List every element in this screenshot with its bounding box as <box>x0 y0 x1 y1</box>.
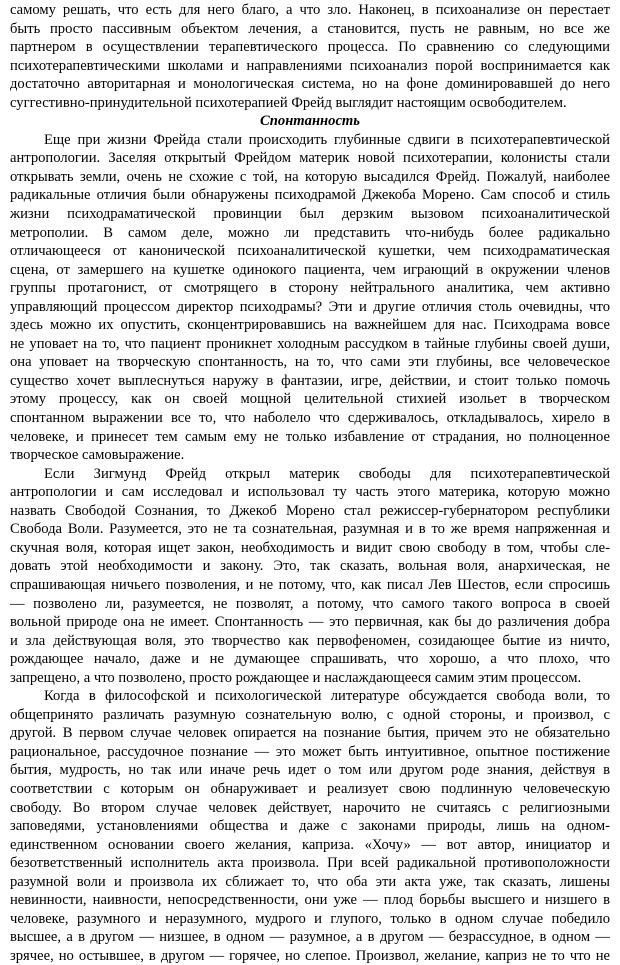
text-line: группы протагонист, от смотрящего в сторону нейтрального аналитика, чем активно <box>10 280 610 297</box>
text-line: рождающее начало, даже и не думающее спрашивать, что хорошо, а что плохо, что <box>10 651 610 668</box>
paragraph-spontaneity <box>10 131 610 465</box>
text-line: скучная воля, которая ищет закон, необходимость и видит свою свободу в том, чтобы сле- <box>10 539 610 556</box>
text-line: невинности, наивности, непосредственности, они уже — плод борьбы высшего и низшего в <box>10 892 610 909</box>
text-line: и зла действующая воля, это творчество как первофеномен, созидающее бытие из ничто, <box>10 632 610 649</box>
text-line: человеке, разумного и неразумного, мудрого и глупого, только в одном случае победило <box>10 910 610 927</box>
text-line: этому процессу, как он своей мощной целительной стихией изольет в творческом <box>10 391 610 408</box>
text-line: сцена, от замершего на кушетке одинокого пациента, чем играющий в окружении членов <box>10 261 610 278</box>
text-line: высшее, а в другом — низшее, в одном — разумное, а в другом — безрассудное, в одном — <box>10 929 610 946</box>
text-line: Если Зигмунд Фрейд открыл материк свободы для психотерапевтической <box>44 465 610 482</box>
text-line: безответственный исполнитель акта произвола. При всей радикальной противоположности <box>10 855 610 872</box>
text-line: человеке, и принесет тем самым ему не только избавление от страдания, но полноценное <box>10 428 610 445</box>
text-line: Когда в философской и психологической литературе обсуждается свобода воли, то <box>44 688 610 705</box>
text-line: быть просто пассивным объектом лечения, а становится, пусть не равным, но все же <box>10 20 610 37</box>
text-line: радикальные отличия были обнаружены психодрамой Джекоба Морено. Сам способ и стиль <box>10 187 610 204</box>
text-line: зрячее, но остывшее, в другом — горячее, но слепое. Произвол, желание, каприз не то что не <box>10 947 610 964</box>
paragraph-free-will <box>10 687 610 965</box>
text-line: общепринято различать разумную сознательную волю, с одной стороны, и произвол, с <box>10 706 610 723</box>
text-line: суггестивно-принудительной психотерапией Фрейд выглядит настоящим освободителем. <box>10 94 567 111</box>
text-line: Еще при жизни Фрейда стали происходить глубинные сдвиги в психотерапевтической <box>44 131 610 148</box>
text-line: творческое самовыражение. <box>10 447 185 464</box>
text-line: самому решать, что есть для него благо, а что зло. Наконец, в психоанализе он перестает <box>10 2 610 18</box>
text-line: свободу. Во втором случае человек действует, нарочито не считаясь с религиозными <box>10 799 610 816</box>
paragraph-intro <box>10 1 610 112</box>
text-line: заповедями, установлениями общества и даже с законами природы, лишь на одном- <box>10 818 610 835</box>
text-line: назвать Свободой Сознания, то Джекоб Морено стал режиссер-губернатором республики <box>10 502 610 519</box>
text-line: открывать земли, очень не схожие с той, на которую высадился Фрейд. Пожалуй, наиболее <box>10 168 610 185</box>
text-line: спрашивающая ничьего позволения, и не потому, что, как писал Лев Шестов, если спросишь <box>10 576 610 593</box>
text-line: вольной природе она не имеет. Спонтанность — это первичная, как бы до различения добра <box>10 614 610 631</box>
text-line: единственном основании своего желания, каприза. «Хочу» — вот автор, инициатор и <box>10 836 610 853</box>
text-line: жизни психодраматической провинции был дерзким вызовом психоаналитической <box>10 206 610 223</box>
text-line: разумной воли и произвола их сближает то, что оба эти акта уже, так сказать, лишены <box>10 873 610 890</box>
text-line: запрещено, а что позволено, просто рождающее и наслаждающееся самим этим процессом. <box>10 669 582 686</box>
text-line: Свобода Воли. Разумеется, это не та сознательная, разумная и в то же время напряженная и <box>10 521 610 538</box>
text-line: соответствии с которым он обнаруживает и реализует свою подлинную человеческую <box>10 780 610 797</box>
text-line: партнером в осуществлении терапевтического процесса. По сравнению со следующими <box>10 39 610 56</box>
text-line: не уповает на то, что пациент проникнет холодным рассудком в тайные глубины своей души, <box>10 335 610 352</box>
text-line: спонтанном выражении все то, что наболело что сдерживалось, откладывалось, хирело в <box>10 410 610 427</box>
text-line: существо хочет выплеснуться наружу в фантазии, игре, действии, и стоит только помочь <box>10 372 610 389</box>
section-heading: Спонтанность <box>260 113 360 130</box>
text-line: управляющий процессом директор психодрамы? Эти и другие отличия столь очевидны, что <box>10 298 610 315</box>
text-line: психотерапевтическими школами и направлениями психоанализ порой воспринимается как <box>10 57 610 74</box>
text-line: антропологии и сам исследовал и использовал ту часть этого материка, которую можно <box>10 484 610 501</box>
text-line: она уповает на творческую спонтанность, на то, что сами эти глубины, все человеческое <box>10 354 610 371</box>
text-line: метрополии. В самом деле, можно ли представить что-нибудь более радикально <box>10 224 610 241</box>
text-line: довать этой необходимости и закону. Это, так сказать, вольная воля, анархическая, не <box>10 558 610 575</box>
text-line: — позволено ли, разумеется, не позволят, а потому, что самого такого вопроса в своей <box>10 595 610 612</box>
text-line: рациональное, рассудочное познание — это может быть интуитивное, опытное постижение <box>10 743 610 760</box>
paragraph-freud-moreno <box>10 465 610 688</box>
text-line: антропологии. Заселяя открытый Фрейдом материк новой психотерапии, колонисты стали <box>10 150 610 167</box>
text-line: бытия, мудрость, но так или иначе речь идет о том или другом роде знания, действуя в <box>10 762 610 779</box>
text-line: другой. В первом случае человек опирается на познание бытия, причем это не обязательно <box>10 725 610 742</box>
text-line: отличающееся от канонической психоаналитической кушетки, чем психодраматическая <box>10 243 610 260</box>
text-line: достаточно авторитарная и монологическая система, но на фоне доминировавшей до него <box>10 76 610 93</box>
text-line: здесь можно их опустить, сконцентрировавшись на важнейшем для нас. Психодрама вовсе <box>10 317 610 334</box>
